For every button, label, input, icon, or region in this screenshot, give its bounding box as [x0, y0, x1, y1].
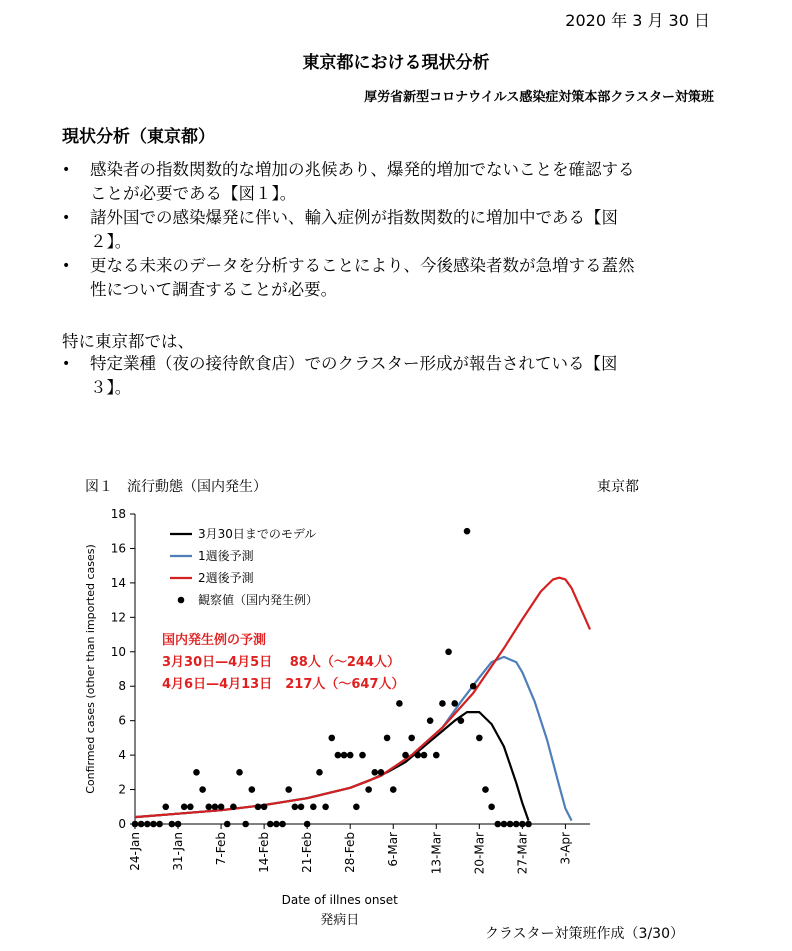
- chart-legend: [170, 527, 318, 607]
- observed-data-point: [378, 769, 385, 776]
- bullet-marker: •: [62, 258, 71, 274]
- observed-data-point: [433, 752, 440, 759]
- observed-data-point: [445, 648, 452, 655]
- epidemic-curve-chart: [70, 500, 610, 930]
- observed-data-point: [199, 786, 206, 793]
- bullet-marker: •: [62, 356, 71, 372]
- observed-data-point: [507, 821, 514, 828]
- legend-label: 2週後予測: [198, 571, 254, 585]
- forecast-annotation-line: 4月6日—4月13日 217人（～647人）: [162, 677, 405, 692]
- observed-data-point: [224, 821, 231, 828]
- observed-data-point: [464, 528, 471, 535]
- observed-data-point: [427, 717, 434, 724]
- observed-data-point: [384, 735, 391, 742]
- observed-data-point: [476, 735, 483, 742]
- observed-data-point: [187, 803, 194, 810]
- x-tick-label: 28-Feb: [343, 832, 358, 873]
- x-tick-label: 13-Mar: [429, 832, 444, 875]
- observed-data-point: [328, 735, 335, 742]
- section-heading: 現状分析（東京都）: [62, 127, 215, 147]
- observed-data-point: [371, 769, 378, 776]
- observed-data-point: [390, 786, 397, 793]
- bullet-text-line: 感染者の指数関数的な増加の兆候あり、爆発的増加でないことを確認する: [90, 160, 635, 179]
- y-tick-label: 0: [118, 817, 126, 831]
- document-author: 厚労省新型コロナウイルス感染症対策本部クラスター対策班: [364, 90, 714, 105]
- observed-data-point: [218, 803, 225, 810]
- bullet-text-line: 諸外国での感染爆発に伴い、輸入症例が指数関数的に増加中である【図: [90, 208, 618, 227]
- observed-data-point: [402, 752, 409, 759]
- observed-data-point: [181, 803, 188, 810]
- x-tick-label: 24-Jan: [128, 832, 142, 871]
- observed-data-point: [415, 752, 422, 759]
- bullet-marker: •: [62, 210, 71, 226]
- bullet-item: [62, 206, 712, 254]
- x-tick-label: 31-Jan: [171, 832, 186, 871]
- bullet-text-line: ３】。: [90, 378, 132, 397]
- observed-data-point: [519, 821, 526, 828]
- observed-data-point: [273, 821, 280, 828]
- y-tick-label: 16: [110, 541, 126, 556]
- observed-data-point: [482, 786, 489, 793]
- legend-label: 3月30日までのモデル: [198, 527, 317, 541]
- observed-data-point: [396, 700, 403, 707]
- observed-data-point: [162, 803, 169, 810]
- observed-data-point: [138, 821, 145, 828]
- observed-data-point: [335, 752, 342, 759]
- observed-data-point: [513, 821, 520, 828]
- observed-data-point: [322, 803, 329, 810]
- bullet-item: [62, 158, 712, 206]
- observed-data-point: [458, 717, 465, 724]
- observed-data-point: [285, 786, 292, 793]
- y-tick-label: 10: [110, 644, 126, 659]
- observed-data-point: [292, 803, 299, 810]
- observed-data-point: [169, 821, 176, 828]
- bullet-item: [62, 352, 712, 400]
- observed-data-point: [175, 821, 182, 828]
- observed-data-point: [408, 735, 415, 742]
- observed-data-point: [267, 821, 274, 828]
- tokyo-bullet-list: [62, 352, 712, 400]
- series-line: [135, 712, 529, 821]
- observed-data-point: [205, 803, 212, 810]
- bullet-text-line: 性について調査することが必要。: [90, 280, 338, 299]
- figure-caption: 図１ 流行動態（国内発生）: [85, 479, 267, 495]
- figure-region-label: 東京都: [597, 479, 639, 495]
- x-tick-label: 21-Feb: [300, 832, 315, 873]
- x-tick-label: 14-Feb: [257, 832, 272, 873]
- observed-data-point: [304, 821, 311, 828]
- x-tick-label: 27-Mar: [515, 832, 530, 875]
- observed-data-point: [451, 700, 458, 707]
- observed-data-point: [525, 821, 532, 828]
- observed-data-point: [230, 803, 237, 810]
- legend-label: 1週後予測: [198, 549, 254, 563]
- observed-data-point: [421, 752, 428, 759]
- y-tick-label: 14: [110, 575, 126, 590]
- tokyo-intro-text: 特に東京都では、: [62, 332, 194, 351]
- legend-label: 観察値（国内発生例）: [198, 593, 319, 607]
- observed-data-point: [501, 821, 508, 828]
- forecast-annotation-line: 3月30日—4月5日 88人（～244人）: [162, 655, 400, 670]
- observed-data-point: [353, 803, 360, 810]
- observed-data-point: [236, 769, 243, 776]
- observed-data-point: [470, 683, 477, 690]
- observed-data-point: [193, 769, 200, 776]
- bullet-text-line: 更なる未来のデータを分析することにより、今後感染者数が急増する蓋然: [90, 256, 635, 275]
- observed-data-point: [212, 803, 219, 810]
- series-line: [135, 578, 590, 817]
- document-title: 東京都における現状分析: [302, 53, 490, 73]
- x-tick-label: 7-Feb: [214, 832, 229, 866]
- y-tick-label: 6: [118, 713, 126, 728]
- observed-data-point: [261, 803, 268, 810]
- observed-data-point: [279, 821, 286, 828]
- y-axis-label: Confirmed cases (other than imported cases): [84, 544, 97, 794]
- document-date: 2020 年 3 月 30 日: [565, 11, 710, 30]
- observed-data-point: [494, 821, 501, 828]
- observed-data-point: [156, 821, 163, 828]
- forecast-annotation-title: 国内発生例の予測: [162, 633, 267, 648]
- observed-data-point: [359, 752, 366, 759]
- legend-swatch: [178, 597, 185, 604]
- y-tick-label: 2: [118, 782, 126, 797]
- analysis-bullet-list: [62, 158, 712, 302]
- observed-data-point: [249, 786, 256, 793]
- bullet-item: [62, 254, 712, 302]
- bullet-text-line: 特定業種（夜の接待飲食店）でのクラスター形成が報告されている【図: [90, 354, 618, 373]
- footer-credit: クラスター対策班作成（3/30）: [484, 926, 684, 942]
- observed-data-point: [242, 821, 249, 828]
- observed-data-point: [316, 769, 323, 776]
- observed-data-point: [255, 803, 262, 810]
- observed-data-point: [488, 803, 495, 810]
- observed-data-point: [365, 786, 372, 793]
- y-tick-label: 12: [110, 610, 126, 625]
- x-axis-label: Date of illnes onset: [281, 893, 398, 907]
- bullet-text-line: ことが必要である【図１】。: [90, 184, 297, 203]
- observed-data-point: [144, 821, 151, 828]
- observed-data-point: [132, 821, 139, 828]
- observed-data-point: [298, 803, 305, 810]
- observed-data-point: [310, 803, 317, 810]
- y-tick-label: 18: [110, 507, 126, 521]
- y-tick-label: 4: [118, 748, 126, 763]
- x-tick-label: 3-Apr: [558, 832, 573, 865]
- bullet-marker: •: [62, 162, 71, 178]
- x-axis-label-jp: 発病日: [320, 913, 360, 928]
- observed-data-point: [439, 700, 446, 707]
- observed-data-point: [341, 752, 348, 759]
- x-tick-label: 6-Mar: [386, 832, 401, 867]
- observed-data-point: [347, 752, 354, 759]
- x-tick-label: 20-Mar: [472, 832, 487, 875]
- y-tick-label: 8: [118, 679, 126, 694]
- bullet-text-line: ２】。: [90, 232, 132, 251]
- observed-data-point: [150, 821, 157, 828]
